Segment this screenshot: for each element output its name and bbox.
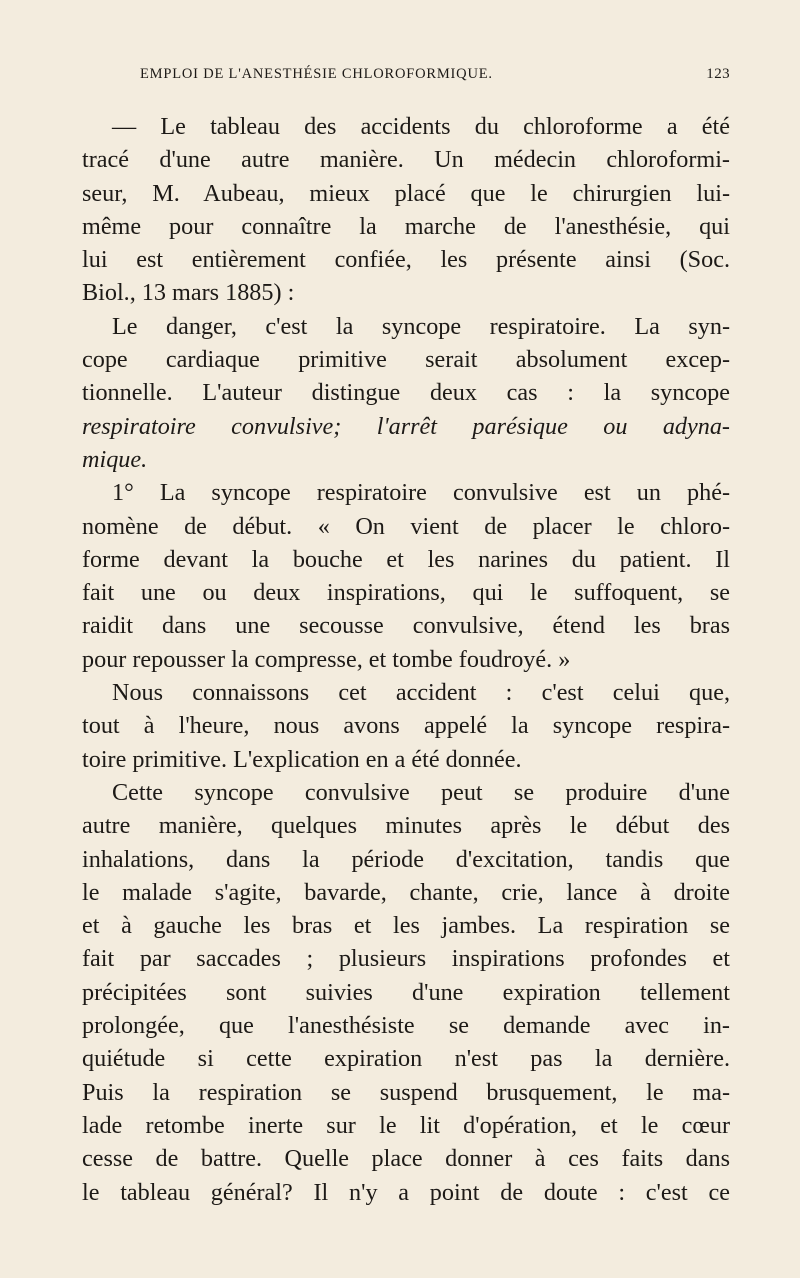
text-line: prolongée, que l'anesthésiste se demande avec in- bbox=[82, 1012, 730, 1040]
text-line: Biol., 13 mars 1885) : bbox=[82, 279, 295, 307]
text-line: tionnelle. L'auteur distingue deux cas : la syncope bbox=[82, 379, 730, 407]
text-line: respiratoire convulsive; l'arrêt parésique ou adyna- bbox=[82, 412, 730, 440]
text-line: pour repousser la compresse, et tombe foudroyé. » bbox=[82, 645, 571, 673]
body-text bbox=[82, 110, 730, 1209]
paragraph bbox=[82, 676, 730, 776]
text-line: tracé d'une autre manière. Un médecin chloroformi- bbox=[82, 146, 730, 174]
text-line: Le danger, c'est la syncope respiratoire. La syn- bbox=[112, 312, 730, 340]
text-line: nomène de début. « On vient de placer le chloro- bbox=[82, 512, 730, 540]
paragraph bbox=[82, 476, 730, 676]
text-line: quiétude si cette expiration n'est pas la dernière. bbox=[82, 1045, 730, 1073]
text-line: mique. bbox=[82, 445, 148, 473]
text-line: seur, M. Aubeau, mieux placé que le chirurgien lui- bbox=[82, 179, 730, 207]
text-line: le malade s'agite, bavarde, chante, crie, lance à droite bbox=[82, 878, 730, 906]
text-line: Nous connaissons cet accident : c'est celui que, bbox=[112, 679, 730, 707]
paragraph bbox=[82, 776, 730, 1209]
running-title: EMPLOI DE L'ANESTHÉSIE CHLOROFORMIQUE. bbox=[140, 66, 493, 82]
text-line: toire primitive. L'explication en a été donnée. bbox=[82, 745, 522, 773]
text-line: cope cardiaque primitive serait absolument excep- bbox=[82, 346, 730, 374]
text-line: fait par saccades ; plusieurs inspirations profondes et bbox=[82, 945, 730, 973]
text-line: forme devant la bouche et les narines du patient. Il bbox=[82, 545, 730, 573]
text-line: fait une ou deux inspirations, qui le suffoquent, se bbox=[82, 579, 730, 607]
text-line: 1° La syncope respiratoire convulsive est un phé- bbox=[112, 479, 730, 507]
text-line: raidit dans une secousse convulsive, étend les bras bbox=[82, 612, 730, 640]
text-line: le tableau général? Il n'y a point de doute : c'est ce bbox=[82, 1178, 730, 1206]
text-line: Cette syncope convulsive peut se produire d'une bbox=[112, 778, 730, 806]
text-line: — Le tableau des accidents du chloroforme a été bbox=[112, 113, 730, 140]
paragraph bbox=[82, 310, 730, 476]
text-line: lui est entièrement confiée, les présente ainsi (Soc. bbox=[82, 246, 730, 274]
running-head bbox=[140, 66, 730, 88]
paragraph bbox=[82, 110, 730, 310]
text-line: précipitées sont suivies d'une expiration tellement bbox=[82, 978, 730, 1006]
page-number: 123 bbox=[706, 66, 730, 82]
text-line: inhalations, dans la période d'excitation, tandis que bbox=[82, 845, 730, 873]
text-line: et à gauche les bras et les jambes. La respiration se bbox=[82, 912, 730, 940]
text-line: lade retombe inerte sur le lit d'opération, et le cœur bbox=[82, 1111, 730, 1139]
text-line: même pour connaître la marche de l'anesthésie, qui bbox=[82, 212, 730, 240]
text-line: tout à l'heure, nous avons appelé la syncope respira- bbox=[82, 712, 730, 740]
text-line: autre manière, quelques minutes après le début des bbox=[82, 812, 730, 840]
text-line: Puis la respiration se suspend brusquement, le ma- bbox=[82, 1078, 730, 1106]
text-line: cesse de battre. Quelle place donner à ces faits dans bbox=[82, 1145, 730, 1173]
